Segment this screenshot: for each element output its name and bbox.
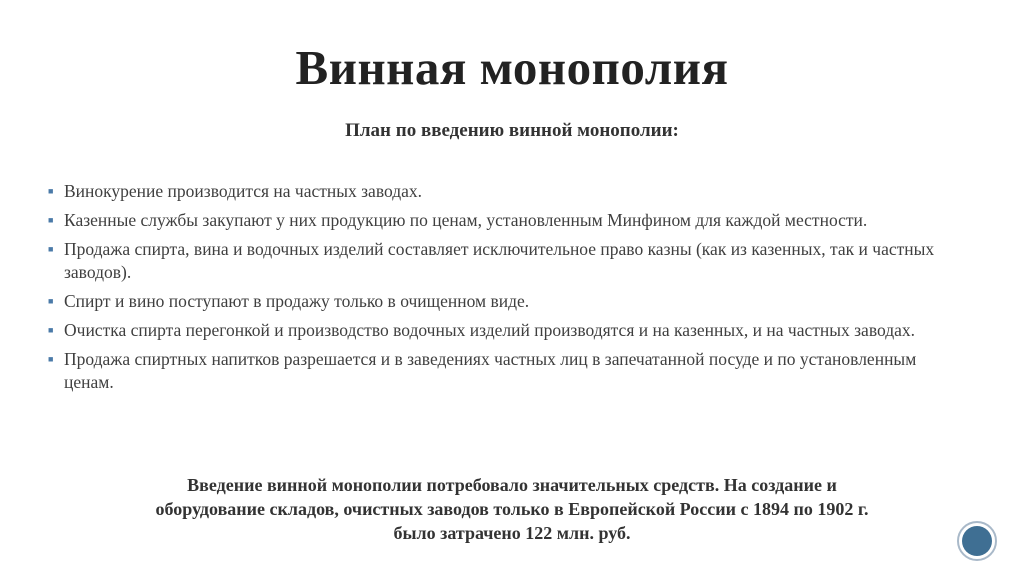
square-bullet-icon: ■ [48,186,54,196]
slide-subtitle: План по введению винной монополии: [345,120,679,141]
list-item-text: Спирт и вино поступают в продажу только в очищенном виде. [64,291,530,311]
bullet-list [48,180,948,400]
square-bullet-icon: ■ [48,296,54,306]
square-bullet-icon: ■ [48,354,54,364]
circle-icon [962,526,992,556]
list-item-text: Очистка спирта перегонкой и производство водочных изделий производятся и на казенных, и на частных заводах. [64,320,916,340]
summary-line: оборудование складов, очистных заводов только в Европейской России с 1894 по 1902 г. [155,499,869,519]
summary-line: было затрачено 122 млн. руб. [393,523,631,543]
list-item [48,290,948,313]
list-item [48,348,948,394]
list-item [48,238,948,284]
list-item-text: Продажа спиртных напитков разрешается и в заведениях частных лиц в запечатанной посуде и по установленным ценам. [64,349,917,392]
square-bullet-icon: ■ [48,215,54,225]
slide-nav-button[interactable] [957,521,997,561]
list-item-text: Казенные службы закупают у них продукцию по ценам, установленным Минфином для каждой местности. [64,210,868,230]
list-item [48,180,948,203]
summary-line: Введение винной монополии потребовало значительных средств. На создание и [187,475,837,495]
list-item [48,319,948,342]
list-item [48,209,948,232]
square-bullet-icon: ■ [48,244,54,254]
list-item-text: Винокурение производится на частных заводах. [64,181,423,201]
summary-paragraph [60,473,964,545]
square-bullet-icon: ■ [48,325,54,335]
slide-title: Винная монополия [295,40,729,95]
list-item-text: Продажа спирта, вина и водочных изделий составляет исключительное право казны (как из казенных, так и частных заводов). [64,239,935,282]
